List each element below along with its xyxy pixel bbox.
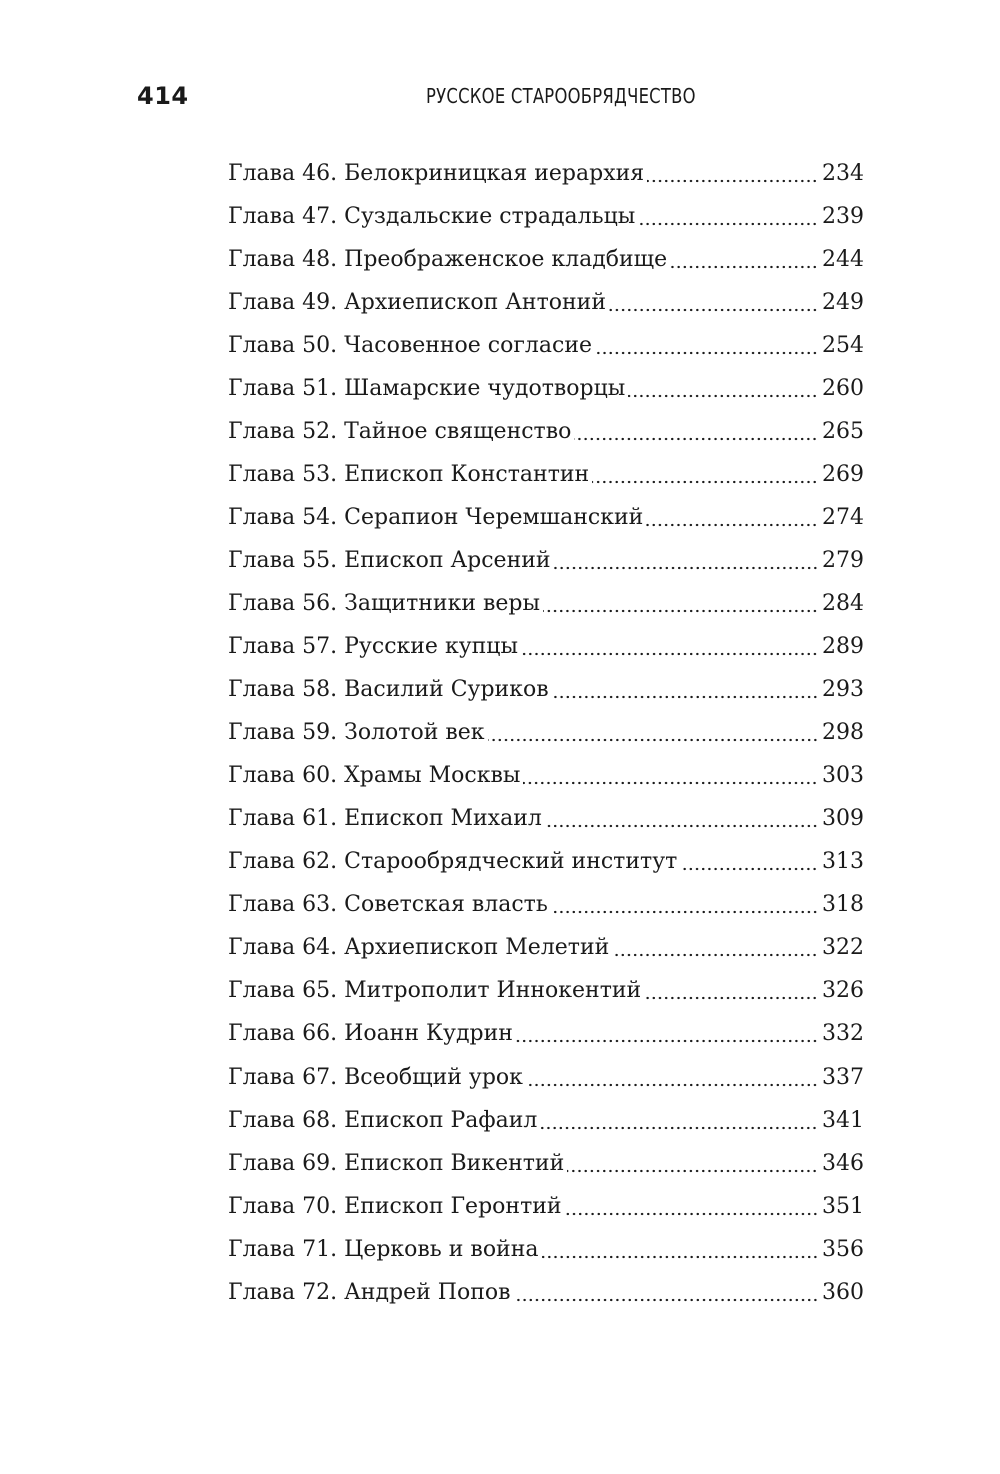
toc-entry <box>228 1228 864 1271</box>
dot-leader <box>609 308 818 312</box>
toc-entry-title: Глава 53. Епископ Константин <box>228 461 590 487</box>
dot-leader <box>540 1126 818 1130</box>
dot-leader <box>680 867 818 871</box>
toc-entry-title: Глава 72. Андрей Попов <box>228 1279 511 1305</box>
toc-entry-title: Глава 63. Советская власть <box>228 892 548 918</box>
toc-entry-page: 274 <box>822 504 864 530</box>
toc-entry-title: Глава 69. Епископ Викентий <box>228 1150 565 1176</box>
toc-entry-title: Глава 46. Белокриницкая иерархия <box>228 160 645 186</box>
dot-leader <box>523 781 818 785</box>
page-header <box>0 82 1000 122</box>
dot-leader <box>592 480 818 484</box>
running-title: РУССКОЕ СТАРООБРЯДЧЕСТВО <box>426 84 696 108</box>
toc-entry-title: Глава 71. Церковь и война <box>228 1236 539 1262</box>
toc-entry-title: Глава 60. Храмы Москвы <box>228 763 521 789</box>
toc-entry-page: 265 <box>822 418 864 444</box>
dot-leader <box>670 265 818 269</box>
toc-entry-page: 303 <box>822 763 864 789</box>
dot-leader <box>514 1298 819 1302</box>
toc-entry-page: 332 <box>822 1021 864 1047</box>
toc-entry-page: 269 <box>822 461 864 487</box>
toc-entry <box>228 798 864 841</box>
toc-entry <box>228 195 864 238</box>
toc-entry <box>228 453 864 496</box>
dot-leader <box>554 566 818 570</box>
dot-leader <box>488 738 818 742</box>
dot-leader <box>574 437 818 441</box>
toc-entry-page: 351 <box>822 1193 864 1219</box>
toc-entry <box>228 281 864 324</box>
toc-entry <box>228 841 864 884</box>
toc-entry-page: 298 <box>822 720 864 746</box>
toc-entry-page: 254 <box>822 332 864 358</box>
toc-entry-page: 337 <box>822 1064 864 1090</box>
toc-entry-title: Глава 56. Защитники веры <box>228 590 540 616</box>
toc-entry-title: Глава 58. Василий Суриков <box>228 677 549 703</box>
dot-leader <box>542 1255 818 1259</box>
toc-entry-page: 318 <box>822 892 864 918</box>
table-of-contents <box>228 152 864 1314</box>
toc-entry <box>228 1056 864 1099</box>
toc-entry <box>228 324 864 367</box>
dot-leader <box>647 179 818 183</box>
toc-entry-page: 326 <box>822 978 864 1004</box>
toc-entry-title: Глава 68. Епископ Рафаил <box>228 1107 538 1133</box>
toc-entry <box>228 367 864 410</box>
toc-entry-page: 234 <box>822 160 864 186</box>
toc-entry <box>228 1185 864 1228</box>
toc-entry-title: Глава 61. Епископ Михаил <box>228 806 542 832</box>
dot-leader <box>638 222 818 226</box>
toc-entry-title: Глава 57. Русские купцы <box>228 634 518 660</box>
dot-leader <box>543 609 818 613</box>
toc-entry-page: 289 <box>822 634 864 660</box>
dot-leader <box>521 652 818 656</box>
dot-leader <box>526 1083 818 1087</box>
toc-entry <box>228 712 864 755</box>
toc-entry-title: Глава 70. Епископ Геронтий <box>228 1193 562 1219</box>
toc-entry <box>228 1271 864 1314</box>
dot-leader <box>628 394 818 398</box>
toc-entry-title: Глава 65. Митрополит Иннокентий <box>228 978 642 1004</box>
toc-entry <box>228 1099 864 1142</box>
toc-entry-page: 260 <box>822 375 864 401</box>
toc-entry-page: 322 <box>822 935 864 961</box>
toc-entry-page: 356 <box>822 1236 864 1262</box>
toc-entry-page: 309 <box>822 806 864 832</box>
dot-leader <box>552 695 818 699</box>
toc-entry <box>228 927 864 970</box>
toc-entry-title: Глава 50. Часовенное согласие <box>228 332 592 358</box>
dot-leader <box>545 824 818 828</box>
toc-entry-title: Глава 52. Тайное священство <box>228 418 572 444</box>
dot-leader <box>612 953 818 957</box>
toc-entry <box>228 410 864 453</box>
toc-entry-title: Глава 49. Архиепископ Антоний <box>228 289 606 315</box>
toc-entry-title: Глава 64. Архиепископ Мелетий <box>228 935 610 961</box>
toc-entry <box>228 238 864 281</box>
toc-entry-title: Глава 51. Шамарские чудотворцы <box>228 375 626 401</box>
toc-entry-page: 244 <box>822 246 864 272</box>
dot-leader <box>565 1212 818 1216</box>
toc-entry <box>228 626 864 669</box>
toc-entry-page: 360 <box>822 1279 864 1305</box>
dot-leader <box>644 996 818 1000</box>
toc-entry <box>228 496 864 539</box>
toc-entry <box>228 1142 864 1185</box>
toc-entry-page: 313 <box>822 849 864 875</box>
toc-entry-title: Глава 47. Суздальские страдальцы <box>228 203 636 229</box>
toc-entry <box>228 669 864 712</box>
toc-entry <box>228 539 864 582</box>
toc-entry-page: 346 <box>822 1150 864 1176</box>
toc-entry <box>228 884 864 927</box>
toc-entry-title: Глава 59. Золотой век <box>228 720 485 746</box>
toc-entry-page: 284 <box>822 590 864 616</box>
dot-leader <box>567 1169 818 1173</box>
toc-entry-page: 279 <box>822 547 864 573</box>
toc-entry-title: Глава 54. Серапион Черемшанский <box>228 504 644 530</box>
toc-entry <box>228 755 864 798</box>
dot-leader <box>551 910 818 914</box>
toc-entry-title: Глава 66. Иоанн Кудрин <box>228 1021 513 1047</box>
toc-entry-page: 293 <box>822 677 864 703</box>
toc-entry-title: Глава 55. Епископ Арсений <box>228 547 551 573</box>
toc-entry <box>228 970 864 1013</box>
dot-leader <box>646 523 818 527</box>
page-number: 414 <box>137 82 189 110</box>
toc-entry-title: Глава 67. Всеобщий урок <box>228 1064 523 1090</box>
dot-leader <box>516 1039 818 1043</box>
toc-entry <box>228 152 864 195</box>
toc-entry-title: Глава 48. Преображенское кладбище <box>228 246 668 272</box>
toc-entry <box>228 1013 864 1056</box>
toc-entry-page: 249 <box>822 289 864 315</box>
dot-leader <box>595 351 818 355</box>
toc-entry-page: 341 <box>822 1107 864 1133</box>
toc-entry-page: 239 <box>822 203 864 229</box>
toc-entry <box>228 582 864 625</box>
toc-entry-title: Глава 62. Старообрядческий институт <box>228 849 678 875</box>
